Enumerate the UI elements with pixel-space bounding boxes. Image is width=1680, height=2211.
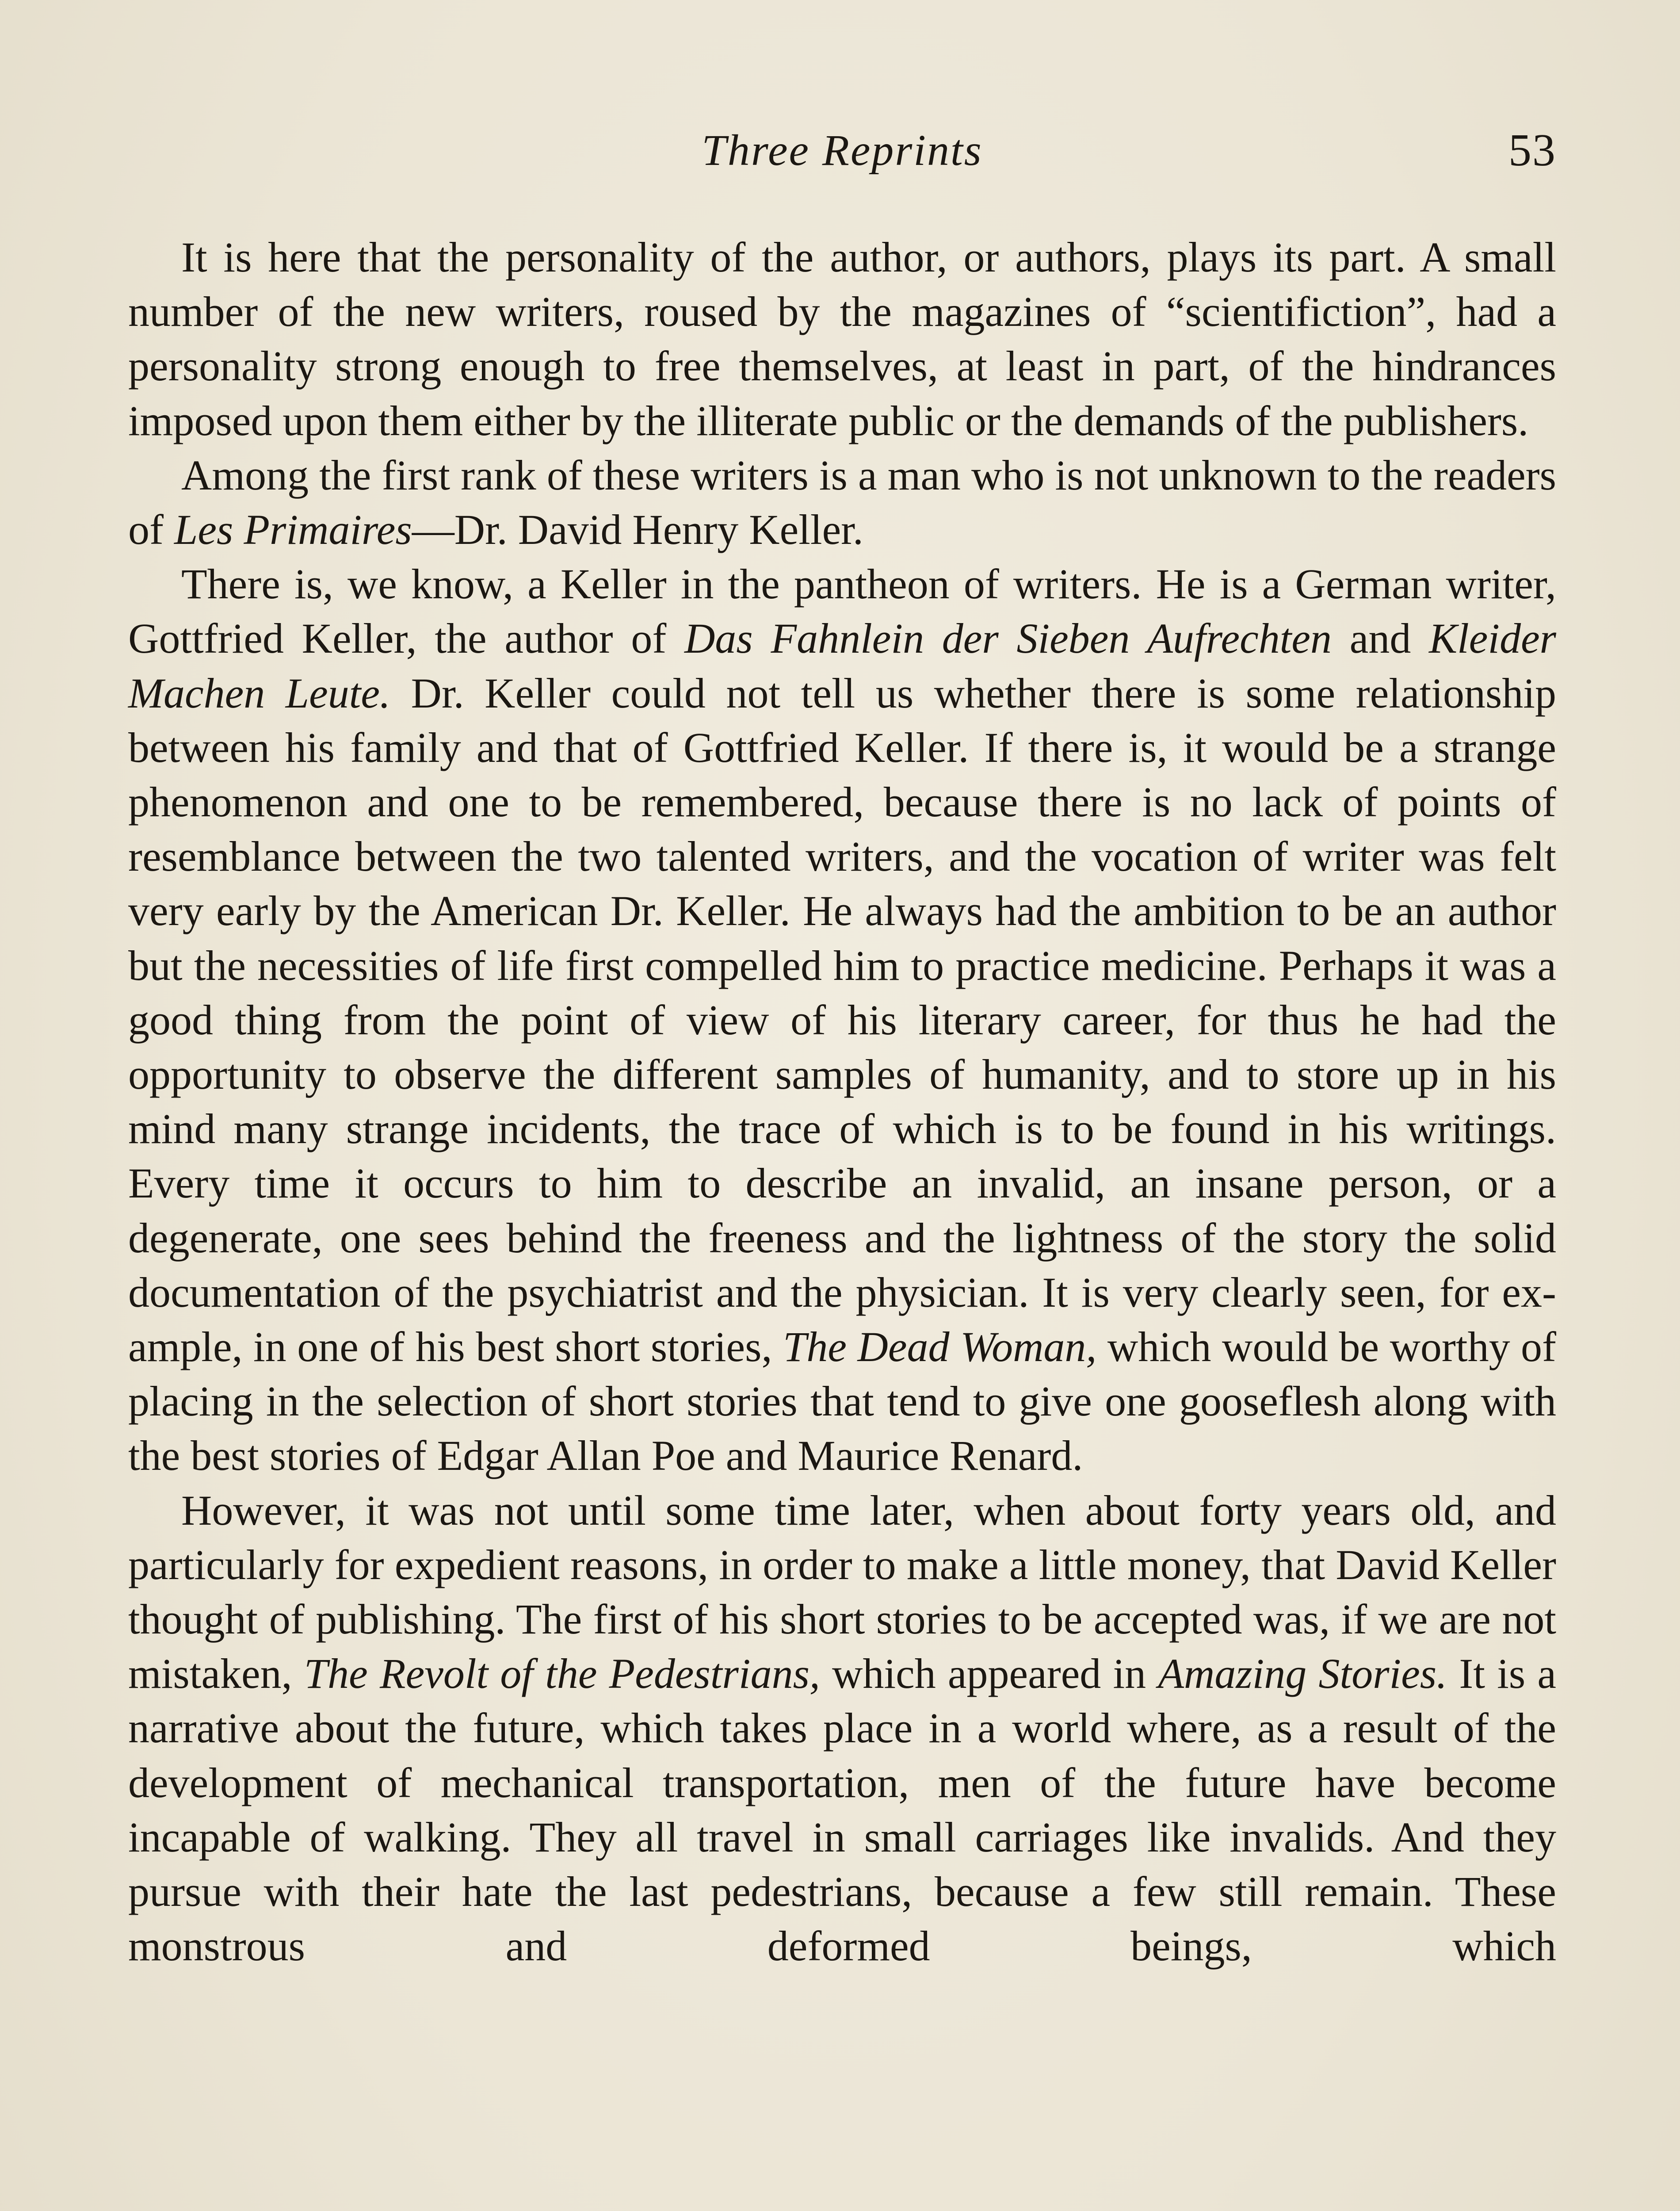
paragraph — [128, 230, 1556, 448]
page-header — [128, 119, 1556, 181]
page-number: 53 — [1508, 125, 1556, 176]
text-run: There is, we know, a Keller in the pantheon of writers. He is a German writer, Gottfried Keller, the author of — [128, 560, 1556, 662]
italic-title: Das Fahnlein der Sieben Aufrechten — [684, 615, 1332, 662]
text-run: However, it was not until some time later, when about forty years old, and particularly for expedient reasons, in order to make a little money, that David Keller thought of publishing. The first of his short stories to be accepted was, if we are not mistaken, — [128, 1486, 1556, 1698]
italic-title: The Dead Woman, — [783, 1323, 1097, 1371]
text-run: —Dr. David Henry Keller. — [412, 506, 863, 554]
italic-title: The Revolt of the Pedestrians, — [304, 1650, 820, 1698]
text-run: which appeared in — [820, 1650, 1158, 1698]
italic-title: Kleider Machen Leute. — [128, 615, 1557, 717]
text-run: It is a narrative about the future, which takes place in a world where, as a result of the development of mechanical transportation, men of the future have become incapable of walking. They all travel in small carriages like invalids. And they pursue with their hate the last pedestrians, because a few still remain. These monstrous and deformed beings, which — [128, 1650, 1557, 1970]
italic-title: Les Primaires — [174, 506, 412, 554]
text-run: which would be worthy of placing in the selection of short stories that tend to give one gooseflesh along with the best stories of Edgar Allan Poe and Maurice Renard. — [128, 1323, 1557, 1480]
text-run: Dr. Keller could not tell us whether there is some relationship between his family and that of Gottfried Keller. If there is, it would be a strange phenomenon and one to be remembered, because there is no lack of points of resemblance between the two talented writers, and the vocation of writer was felt very early by the American Dr. Keller. He always had the ambition to be an author but the necessities of life first compelled him to practice medicine. Perhaps it was a good thing from the point of view of his literary career, for thus he had the opportunity to observe the different samples of humanity, and to store up in his mind many strange incidents, the trace of which is to be found in his writings. Every time it occurs to him to describe an invalid, an insane person, or a degenerate, one sees behind the freeness and the lightness of the story the solid documentation of the psychiatrist and the physician. It is very clearly seen, for example, in one of his best short stories, — [128, 669, 1557, 1371]
body-text — [128, 230, 1556, 1974]
paragraph — [128, 1483, 1556, 1974]
italic-title: Amazing Stories. — [1158, 1650, 1447, 1698]
text-run: and — [1332, 615, 1429, 662]
paragraph — [128, 448, 1556, 557]
text-run: It is here that the personality of the author, or authors, plays its part. A small number of the new writers, roused by the magazines of “scientifiction”, had a personality strong enough to free themselves, at least in part, of the hindrances imposed upon them either by the illiterate public or the demands of the publishers. — [128, 233, 1556, 444]
text-run: Among the first rank of these writers is a man who is not unknown to the readers of — [128, 451, 1556, 554]
running-title: Three Reprints — [702, 126, 983, 175]
paragraph — [128, 557, 1556, 1483]
